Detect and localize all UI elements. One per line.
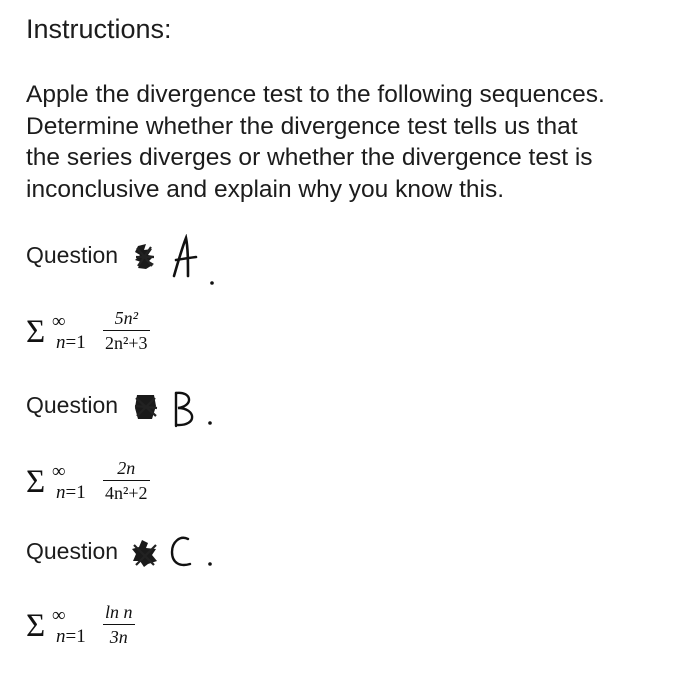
- numerator: 2n: [117, 458, 136, 478]
- lower-limit: n=1: [56, 626, 86, 647]
- series-a-formula: [26, 306, 226, 358]
- denominator: 4n²+2: [105, 483, 148, 504]
- fraction-bar: [103, 480, 150, 481]
- question-a-label: Question: [26, 242, 119, 268]
- question-b-label: Question: [26, 392, 119, 418]
- redaction-scribble-icon: [132, 242, 158, 272]
- fraction: [103, 308, 150, 353]
- question-c-label: Question: [26, 538, 119, 564]
- lower-limit: n=1: [56, 332, 86, 353]
- handwritten-letter-a: [166, 234, 218, 290]
- paragraph-line: the series diverges or whether the divergence test is: [26, 144, 593, 171]
- series-c-formula: [26, 600, 226, 652]
- redaction-scribble-icon: [130, 537, 160, 569]
- paragraph-line: inconclusive and explain why you know this.: [26, 175, 505, 203]
- fraction-bar: [103, 624, 135, 625]
- upper-limit: ∞: [52, 311, 66, 332]
- fraction-bar: [103, 330, 150, 331]
- summation-sign: Σ: [26, 608, 46, 644]
- numerator: ln n: [105, 602, 133, 622]
- instructions-heading: Instructions:: [26, 14, 172, 44]
- fraction: [103, 458, 150, 503]
- handwritten-letter-c: [166, 530, 218, 574]
- upper-limit: ∞: [52, 461, 66, 482]
- instructions-paragraph: [26, 79, 666, 205]
- numerator: 5n²: [114, 308, 138, 328]
- series-b-formula: [26, 456, 226, 508]
- lower-limit: n=1: [56, 482, 86, 503]
- handwritten-letter-b: [170, 388, 218, 432]
- denominator: 2n²+3: [105, 333, 148, 354]
- summation-sign: Σ: [26, 464, 46, 500]
- paragraph-line: Determine whether the divergence test tells us that: [26, 112, 578, 140]
- summation-sign: Σ: [26, 314, 46, 350]
- redaction-scribble-icon: [132, 392, 160, 422]
- upper-limit: ∞: [52, 605, 66, 626]
- fraction: [103, 602, 135, 647]
- denominator: 3n: [109, 627, 128, 648]
- paragraph-line: Apple the divergence test to the following sequences.: [26, 81, 605, 108]
